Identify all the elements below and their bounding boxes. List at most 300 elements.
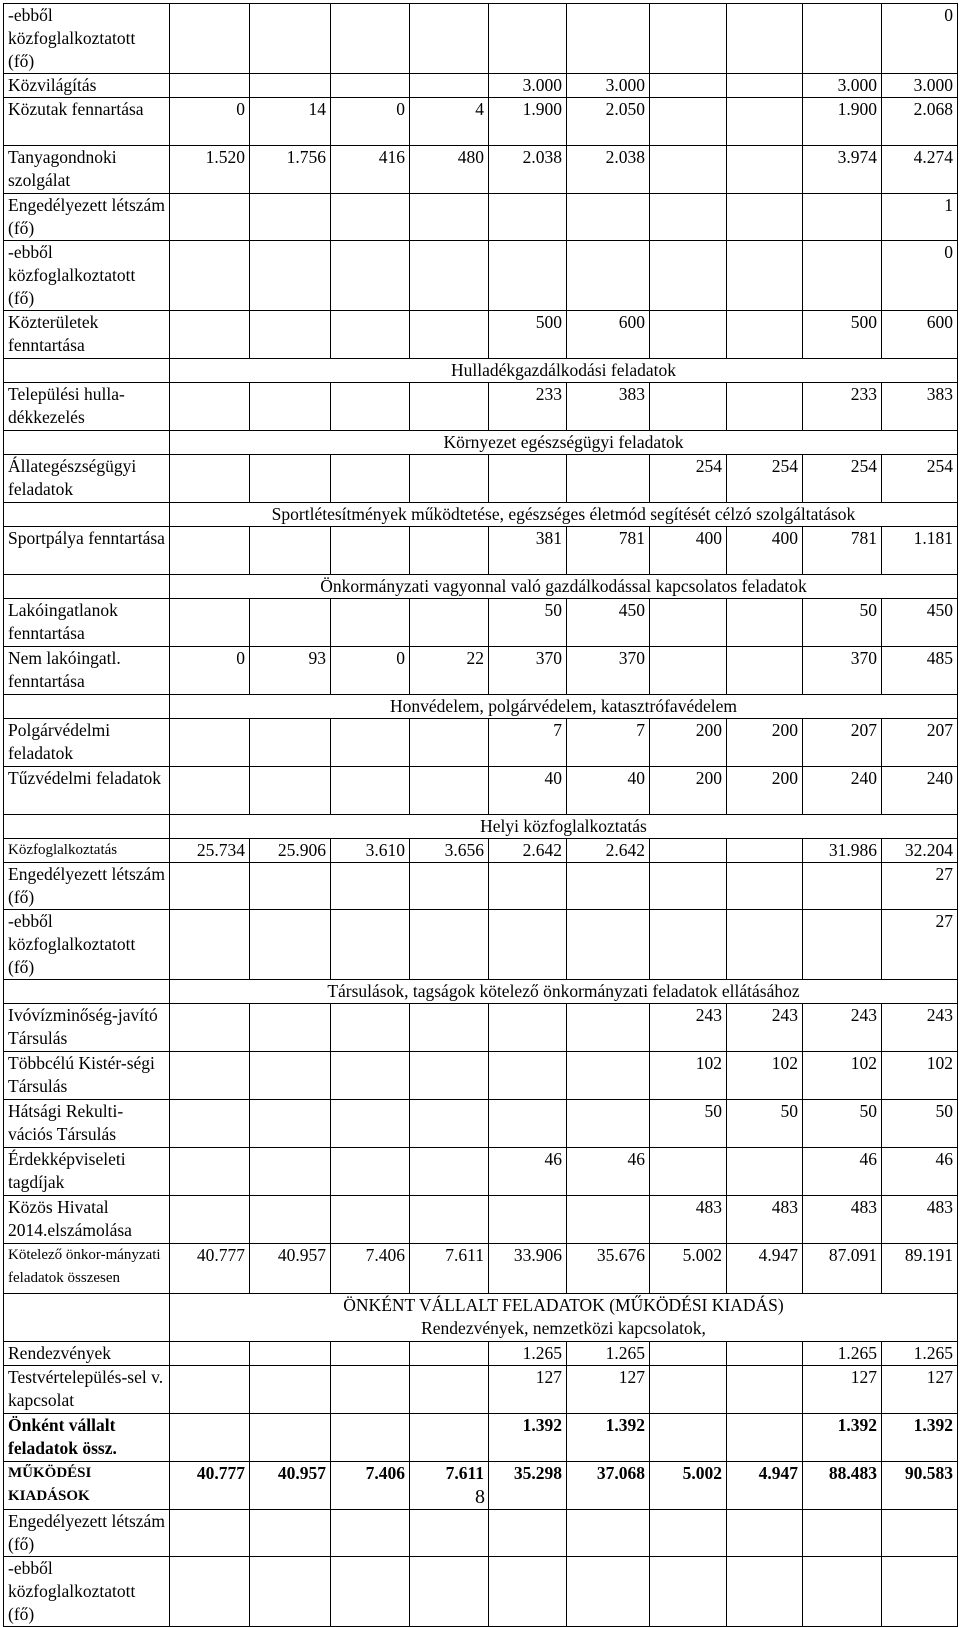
table-row bbox=[4, 194, 958, 241]
value-cell bbox=[727, 1557, 803, 1627]
value-cell bbox=[250, 1366, 331, 1414]
table-row bbox=[4, 455, 958, 503]
value-cell bbox=[489, 455, 567, 503]
value-cell bbox=[650, 194, 727, 241]
value-cell: 0 bbox=[882, 241, 958, 311]
table-row bbox=[4, 839, 958, 863]
value-cell: 485 bbox=[882, 647, 958, 695]
value-cell bbox=[727, 1414, 803, 1462]
value-cell bbox=[650, 4, 727, 74]
value-cell: 233 bbox=[803, 383, 882, 431]
value-cell: 102 bbox=[882, 1052, 958, 1100]
value-cell: 46 bbox=[489, 1148, 567, 1196]
value-cell bbox=[170, 767, 250, 815]
table-row bbox=[4, 1557, 958, 1627]
section-title-text: Önkormányzati vagyonnal való gazdálkodással kapcsolatos feladatok bbox=[320, 576, 807, 596]
table-row bbox=[4, 1196, 958, 1244]
value-cell: 370 bbox=[803, 647, 882, 695]
value-cell bbox=[489, 863, 567, 910]
section-title-text: Társulások, tagságok kötelező önkormányzati feladatok ellátásához bbox=[327, 981, 800, 1001]
page-number: 8 bbox=[475, 1486, 485, 1508]
row-label: Hátsági Rekulti-vációs Társulás bbox=[4, 1100, 170, 1148]
value-cell: 93 bbox=[250, 647, 331, 695]
value-cell bbox=[727, 241, 803, 311]
value-cell bbox=[331, 527, 410, 575]
value-cell: 254 bbox=[882, 455, 958, 503]
value-cell: 1.392 bbox=[567, 1414, 650, 1462]
value-cell: 243 bbox=[882, 1004, 958, 1052]
value-cell bbox=[331, 1510, 410, 1557]
value-cell: 7 bbox=[489, 719, 567, 767]
section-title bbox=[170, 575, 958, 599]
value-cell bbox=[410, 1196, 489, 1244]
value-cell bbox=[170, 1196, 250, 1244]
value-cell: 207 bbox=[803, 719, 882, 767]
value-cell bbox=[170, 311, 250, 359]
value-cell: 1.756 bbox=[250, 146, 331, 194]
value-cell: 4.947 bbox=[727, 1244, 803, 1294]
value-cell bbox=[489, 1004, 567, 1052]
value-cell bbox=[250, 4, 331, 74]
value-cell bbox=[331, 4, 410, 74]
value-cell: 40.777 bbox=[170, 1462, 250, 1510]
value-cell bbox=[489, 1052, 567, 1100]
value-cell bbox=[250, 1510, 331, 1557]
value-cell: 0 bbox=[170, 98, 250, 146]
value-cell bbox=[170, 1366, 250, 1414]
value-cell: 7.611 bbox=[410, 1244, 489, 1294]
table-row bbox=[4, 719, 958, 767]
table-row bbox=[4, 1366, 958, 1414]
value-cell bbox=[567, 863, 650, 910]
value-cell bbox=[250, 767, 331, 815]
value-cell bbox=[331, 1366, 410, 1414]
value-cell: 254 bbox=[727, 455, 803, 503]
row-label: Testvértelepülés-sel v. kapcsolat bbox=[4, 1366, 170, 1414]
value-cell bbox=[250, 1414, 331, 1462]
value-cell bbox=[489, 1100, 567, 1148]
value-cell: 1.392 bbox=[803, 1414, 882, 1462]
value-cell bbox=[727, 863, 803, 910]
value-cell: 40.957 bbox=[250, 1462, 331, 1510]
value-cell: 1.520 bbox=[170, 146, 250, 194]
value-cell bbox=[170, 1510, 250, 1557]
value-cell bbox=[410, 1414, 489, 1462]
value-cell: 40 bbox=[489, 767, 567, 815]
section-label-spacer bbox=[4, 980, 170, 1004]
table-row bbox=[4, 74, 958, 98]
value-cell: 370 bbox=[567, 647, 650, 695]
value-cell bbox=[250, 1004, 331, 1052]
row-label: Engedélyezett létszám (fő) bbox=[4, 1510, 170, 1557]
value-cell: 400 bbox=[727, 527, 803, 575]
table-row bbox=[4, 1342, 958, 1366]
value-cell: 3.610 bbox=[331, 839, 410, 863]
value-cell bbox=[650, 74, 727, 98]
value-cell bbox=[650, 1148, 727, 1196]
value-cell: 4 bbox=[410, 98, 489, 146]
table-row bbox=[4, 1244, 958, 1294]
value-cell bbox=[170, 1148, 250, 1196]
value-cell bbox=[410, 1148, 489, 1196]
value-cell bbox=[170, 719, 250, 767]
value-cell: 240 bbox=[882, 767, 958, 815]
value-cell bbox=[250, 599, 331, 647]
value-cell bbox=[170, 194, 250, 241]
value-cell bbox=[331, 1342, 410, 1366]
table-row bbox=[4, 98, 958, 146]
value-cell: 127 bbox=[803, 1366, 882, 1414]
row-label: -ebből közfoglalkoztatott (fő) bbox=[4, 910, 170, 980]
value-cell bbox=[650, 311, 727, 359]
row-label: Közutak fennartása bbox=[4, 98, 170, 146]
value-cell bbox=[567, 4, 650, 74]
value-cell: 50 bbox=[882, 1100, 958, 1148]
value-cell bbox=[567, 194, 650, 241]
value-cell bbox=[650, 863, 727, 910]
value-cell bbox=[410, 527, 489, 575]
value-cell bbox=[170, 1414, 250, 1462]
value-cell: 483 bbox=[727, 1196, 803, 1244]
value-cell bbox=[650, 1366, 727, 1414]
value-cell: 127 bbox=[882, 1366, 958, 1414]
value-cell bbox=[567, 1510, 650, 1557]
value-cell: 0 bbox=[331, 98, 410, 146]
value-cell: 50 bbox=[650, 1100, 727, 1148]
row-label: Települési hulla-dékkezelés bbox=[4, 383, 170, 431]
row-label: Többcélú Kistér-ségi Társulás bbox=[4, 1052, 170, 1100]
value-cell: 1 bbox=[882, 194, 958, 241]
section-header-row bbox=[4, 695, 958, 719]
value-cell: 102 bbox=[650, 1052, 727, 1100]
value-cell bbox=[727, 1148, 803, 1196]
value-cell bbox=[250, 455, 331, 503]
value-cell bbox=[410, 1557, 489, 1627]
value-cell: 14 bbox=[250, 98, 331, 146]
value-cell: 2.642 bbox=[567, 839, 650, 863]
table-row bbox=[4, 383, 958, 431]
value-cell: 1.900 bbox=[803, 98, 882, 146]
value-cell: 2.038 bbox=[567, 146, 650, 194]
row-label: Tanyagondnoki szolgálat bbox=[4, 146, 170, 194]
value-cell: 3.000 bbox=[803, 74, 882, 98]
table-row bbox=[4, 1414, 958, 1462]
value-cell: 483 bbox=[650, 1196, 727, 1244]
value-cell bbox=[250, 194, 331, 241]
row-label: Engedélyezett létszám (fő) bbox=[4, 194, 170, 241]
value-cell bbox=[250, 1052, 331, 1100]
value-cell: 383 bbox=[882, 383, 958, 431]
budget-table bbox=[3, 3, 958, 1627]
value-cell bbox=[331, 1052, 410, 1100]
section-label-spacer bbox=[4, 503, 170, 527]
value-cell: 2.068 bbox=[882, 98, 958, 146]
value-cell bbox=[727, 1342, 803, 1366]
value-cell bbox=[410, 74, 489, 98]
section-header-row bbox=[4, 815, 958, 839]
value-cell bbox=[331, 1004, 410, 1052]
value-cell bbox=[567, 455, 650, 503]
section-header-row bbox=[4, 431, 958, 455]
value-cell: 254 bbox=[803, 455, 882, 503]
row-label: Polgárvédelmi feladatok bbox=[4, 719, 170, 767]
value-cell: 500 bbox=[489, 311, 567, 359]
value-cell bbox=[250, 1342, 331, 1366]
value-cell: 50 bbox=[489, 599, 567, 647]
row-label: Állategészségügyi feladatok bbox=[4, 455, 170, 503]
value-cell bbox=[331, 241, 410, 311]
table-row bbox=[4, 863, 958, 910]
value-cell bbox=[410, 383, 489, 431]
table-row bbox=[4, 647, 958, 695]
section-header-row bbox=[4, 575, 958, 599]
section-label-spacer bbox=[4, 575, 170, 599]
value-cell bbox=[882, 1557, 958, 1627]
value-cell bbox=[650, 98, 727, 146]
table-row bbox=[4, 311, 958, 359]
value-cell: 22 bbox=[410, 647, 489, 695]
value-cell bbox=[489, 1510, 567, 1557]
value-cell: 40.777 bbox=[170, 1244, 250, 1294]
section-label-spacer bbox=[4, 695, 170, 719]
value-cell bbox=[727, 4, 803, 74]
value-cell bbox=[250, 527, 331, 575]
section-label-spacer bbox=[4, 815, 170, 839]
value-cell: 1.392 bbox=[489, 1414, 567, 1462]
value-cell bbox=[489, 1196, 567, 1244]
value-cell bbox=[331, 1148, 410, 1196]
value-cell: 3.974 bbox=[803, 146, 882, 194]
value-cell: 243 bbox=[650, 1004, 727, 1052]
value-cell: 87.091 bbox=[803, 1244, 882, 1294]
value-cell bbox=[410, 1342, 489, 1366]
value-cell: 35.298 bbox=[489, 1462, 567, 1510]
value-cell: 1.265 bbox=[489, 1342, 567, 1366]
value-cell bbox=[727, 910, 803, 980]
value-cell bbox=[803, 194, 882, 241]
value-cell bbox=[410, 4, 489, 74]
value-cell bbox=[489, 241, 567, 311]
value-cell: 2.642 bbox=[489, 839, 567, 863]
value-cell bbox=[331, 311, 410, 359]
value-cell bbox=[567, 1052, 650, 1100]
value-cell bbox=[410, 455, 489, 503]
value-cell bbox=[650, 241, 727, 311]
section-header-row bbox=[4, 980, 958, 1004]
value-cell bbox=[170, 383, 250, 431]
value-cell bbox=[727, 146, 803, 194]
row-label: Közös Hivatal 2014.elszámolása bbox=[4, 1196, 170, 1244]
value-cell: 3.000 bbox=[882, 74, 958, 98]
value-cell: 200 bbox=[650, 719, 727, 767]
value-cell bbox=[250, 910, 331, 980]
value-cell: 50 bbox=[803, 599, 882, 647]
row-label: Közfoglalkoztatás bbox=[4, 839, 170, 863]
value-cell: 254 bbox=[650, 455, 727, 503]
value-cell bbox=[331, 863, 410, 910]
value-cell: 40.957 bbox=[250, 1244, 331, 1294]
row-label: Engedélyezett létszám (fő) bbox=[4, 863, 170, 910]
value-cell: 3.000 bbox=[489, 74, 567, 98]
value-cell bbox=[170, 455, 250, 503]
value-cell: 7 bbox=[567, 719, 650, 767]
value-cell bbox=[410, 767, 489, 815]
value-cell bbox=[410, 1052, 489, 1100]
section-title bbox=[170, 1294, 958, 1342]
value-cell bbox=[803, 1510, 882, 1557]
value-cell: 200 bbox=[727, 767, 803, 815]
value-cell bbox=[567, 1004, 650, 1052]
value-cell: 2.050 bbox=[567, 98, 650, 146]
value-cell bbox=[250, 719, 331, 767]
value-cell: 102 bbox=[803, 1052, 882, 1100]
table-row bbox=[4, 1052, 958, 1100]
row-label: Kötelező önkor-mányzati feladatok összesen bbox=[4, 1244, 170, 1294]
value-cell bbox=[489, 4, 567, 74]
section-header-row bbox=[4, 1294, 958, 1342]
value-cell: 40 bbox=[567, 767, 650, 815]
value-cell bbox=[650, 599, 727, 647]
value-cell bbox=[331, 383, 410, 431]
value-cell: 381 bbox=[489, 527, 567, 575]
value-cell: 200 bbox=[650, 767, 727, 815]
value-cell: 46 bbox=[882, 1148, 958, 1196]
table-row bbox=[4, 767, 958, 815]
value-cell bbox=[170, 1342, 250, 1366]
value-cell: 450 bbox=[882, 599, 958, 647]
value-cell: 400 bbox=[650, 527, 727, 575]
value-cell: 7.406 bbox=[331, 1462, 410, 1510]
value-cell: 33.906 bbox=[489, 1244, 567, 1294]
value-cell: 37.068 bbox=[567, 1462, 650, 1510]
row-label: Önként vállalt feladatok össz. bbox=[4, 1414, 170, 1462]
value-cell: 32.204 bbox=[882, 839, 958, 863]
section-title-text: Sportlétesítmények működtetése, egészséges életmód segítését célzó szolgáltatások bbox=[271, 504, 856, 524]
value-cell: 89.191 bbox=[882, 1244, 958, 1294]
value-cell bbox=[803, 4, 882, 74]
value-cell bbox=[250, 1148, 331, 1196]
section-title bbox=[170, 359, 958, 383]
value-cell bbox=[567, 1100, 650, 1148]
value-cell bbox=[410, 311, 489, 359]
value-cell: 483 bbox=[882, 1196, 958, 1244]
value-cell bbox=[331, 1414, 410, 1462]
value-cell bbox=[250, 383, 331, 431]
section-title-text: ÖNKÉNT VÁLLALT FELADATOK (MŰKÖDÉSI KIADÁS) bbox=[343, 1295, 784, 1315]
value-cell: 46 bbox=[803, 1148, 882, 1196]
value-cell bbox=[331, 74, 410, 98]
value-cell: 480 bbox=[410, 146, 489, 194]
section-title-text: Helyi közfoglalkoztatás bbox=[480, 816, 647, 836]
value-cell: 1.265 bbox=[567, 1342, 650, 1366]
value-cell bbox=[250, 863, 331, 910]
table-row bbox=[4, 4, 958, 74]
value-cell bbox=[727, 647, 803, 695]
section-header-row bbox=[4, 359, 958, 383]
value-cell bbox=[170, 1052, 250, 1100]
section-title bbox=[170, 503, 958, 527]
value-cell bbox=[170, 1557, 250, 1627]
value-cell: 450 bbox=[567, 599, 650, 647]
value-cell bbox=[410, 1510, 489, 1557]
table-row bbox=[4, 1148, 958, 1196]
value-cell bbox=[727, 194, 803, 241]
value-cell bbox=[803, 863, 882, 910]
value-cell: 781 bbox=[567, 527, 650, 575]
value-cell: 90.583 bbox=[882, 1462, 958, 1510]
value-cell: 1.392 bbox=[882, 1414, 958, 1462]
value-cell: 3.000 bbox=[567, 74, 650, 98]
value-cell bbox=[170, 4, 250, 74]
section-label-spacer bbox=[4, 431, 170, 455]
value-cell: 7.611 bbox=[410, 1462, 489, 1510]
value-cell bbox=[882, 1510, 958, 1557]
section-title bbox=[170, 980, 958, 1004]
value-cell bbox=[567, 1557, 650, 1627]
value-cell: 500 bbox=[803, 311, 882, 359]
table-row bbox=[4, 599, 958, 647]
table-row bbox=[4, 241, 958, 311]
value-cell bbox=[170, 527, 250, 575]
section-subtitle-text: Rendezvények, nemzetközi kapcsolatok, bbox=[421, 1318, 706, 1338]
value-cell: 0 bbox=[882, 4, 958, 74]
row-label: Érdekképviseleti tagdíjak bbox=[4, 1148, 170, 1196]
row-label: Rendezvények bbox=[4, 1342, 170, 1366]
value-cell bbox=[331, 1196, 410, 1244]
section-label-spacer bbox=[4, 1294, 170, 1342]
value-cell bbox=[410, 863, 489, 910]
section-title-text: Hulladékgazdálkodási feladatok bbox=[451, 360, 676, 380]
value-cell bbox=[410, 1366, 489, 1414]
value-cell: 1.181 bbox=[882, 527, 958, 575]
value-cell bbox=[727, 74, 803, 98]
value-cell: 240 bbox=[803, 767, 882, 815]
row-label: MŰKÖDÉSI KIADÁSOK bbox=[4, 1462, 170, 1510]
value-cell bbox=[170, 863, 250, 910]
value-cell bbox=[650, 839, 727, 863]
value-cell: 370 bbox=[489, 647, 567, 695]
table-row bbox=[4, 146, 958, 194]
value-cell: 1.265 bbox=[803, 1342, 882, 1366]
value-cell bbox=[489, 1557, 567, 1627]
value-cell bbox=[650, 1557, 727, 1627]
value-cell: 3.656 bbox=[410, 839, 489, 863]
value-cell bbox=[331, 910, 410, 980]
value-cell bbox=[727, 599, 803, 647]
value-cell: 27 bbox=[882, 910, 958, 980]
value-cell bbox=[250, 1196, 331, 1244]
value-cell bbox=[650, 1342, 727, 1366]
row-label: -ebből közfoglalkoztatott (fő) bbox=[4, 4, 170, 74]
section-label-spacer bbox=[4, 359, 170, 383]
value-cell bbox=[410, 599, 489, 647]
value-cell: 25.906 bbox=[250, 839, 331, 863]
value-cell: 25.734 bbox=[170, 839, 250, 863]
value-cell bbox=[727, 1510, 803, 1557]
value-cell: 7.406 bbox=[331, 1244, 410, 1294]
section-title bbox=[170, 815, 958, 839]
value-cell bbox=[410, 241, 489, 311]
value-cell: 200 bbox=[727, 719, 803, 767]
table-row bbox=[4, 1100, 958, 1148]
value-cell: 207 bbox=[882, 719, 958, 767]
row-label: Lakóingatlanok fenntartása bbox=[4, 599, 170, 647]
value-cell: 600 bbox=[567, 311, 650, 359]
table-row bbox=[4, 1004, 958, 1052]
row-label: Tűzvédelmi feladatok bbox=[4, 767, 170, 815]
value-cell bbox=[489, 194, 567, 241]
row-label: Nem lakóingatl. fenntartása bbox=[4, 647, 170, 695]
